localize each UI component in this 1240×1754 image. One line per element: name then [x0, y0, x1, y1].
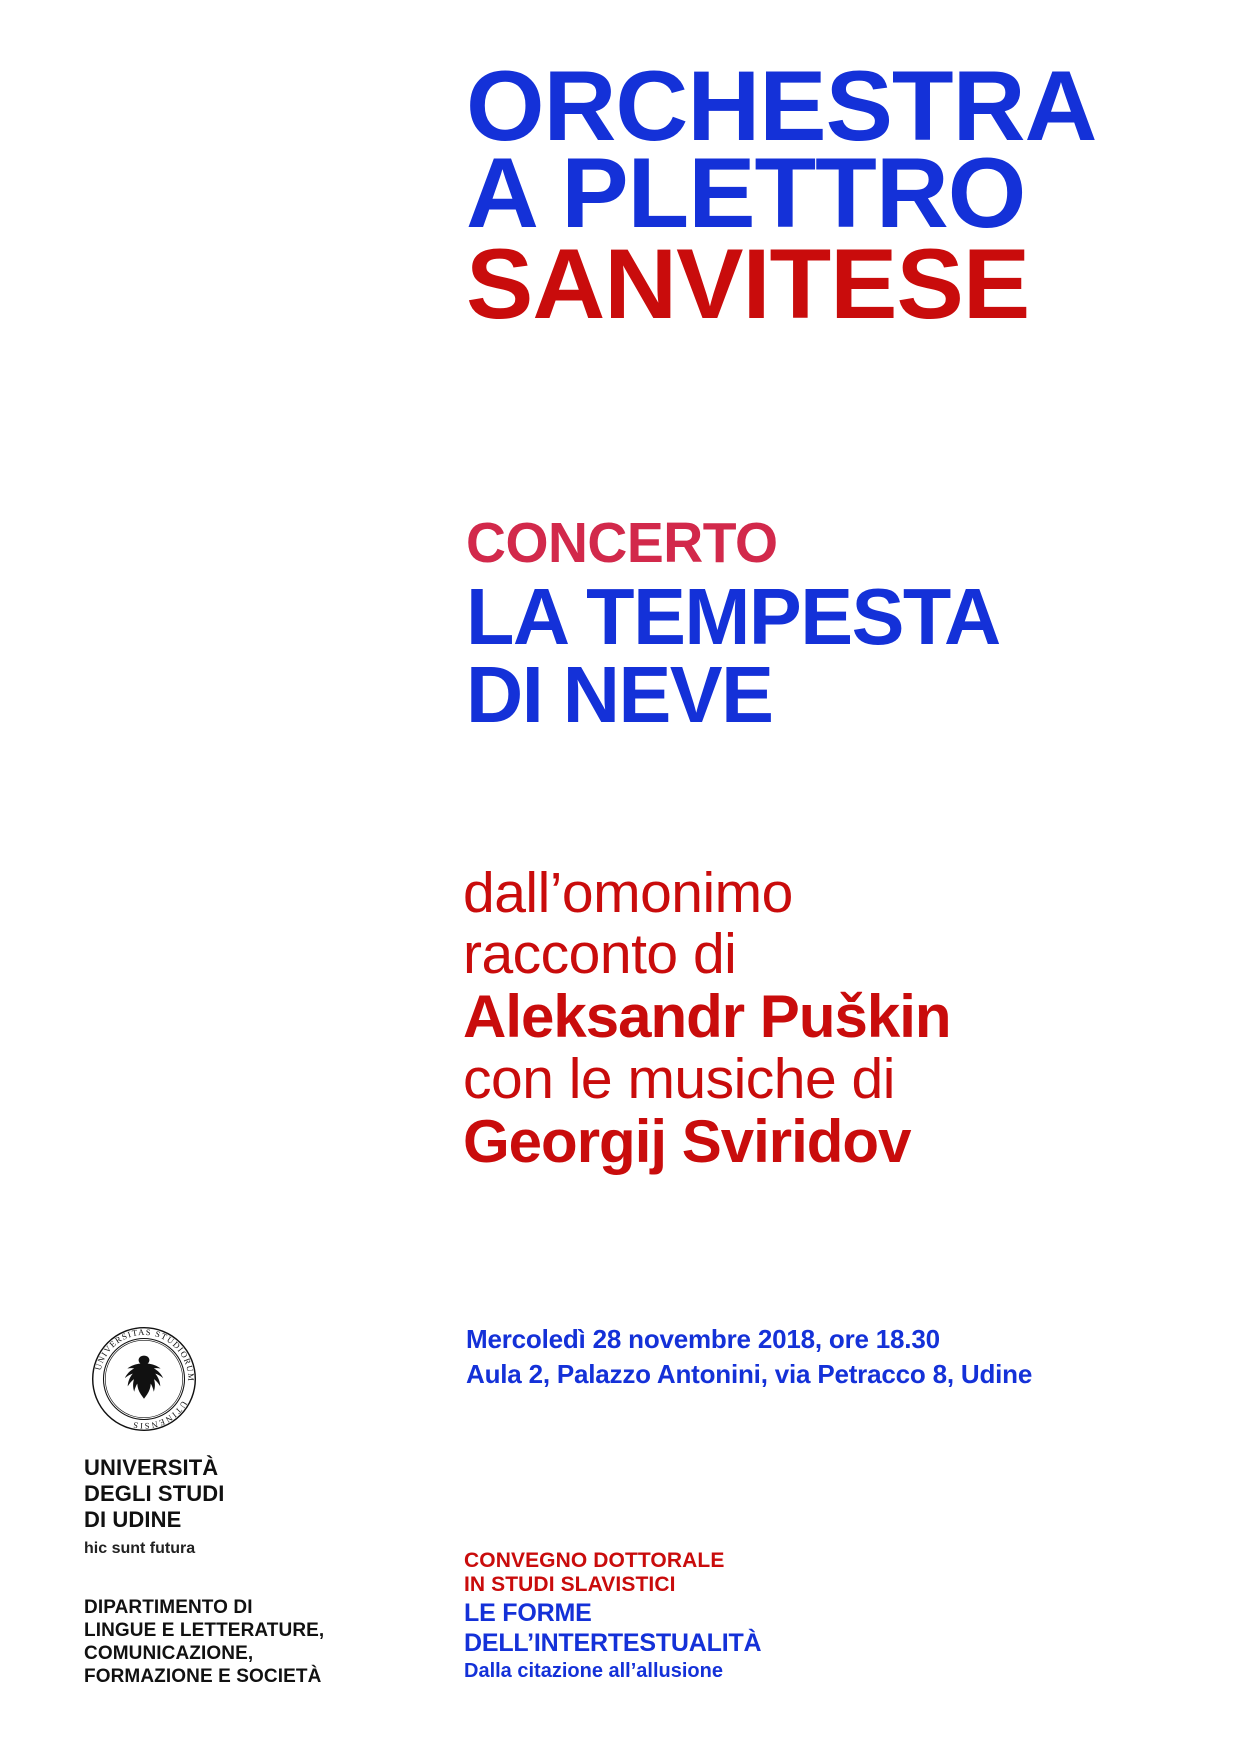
department-line-3: COMUNICAZIONE,: [84, 1643, 254, 1665]
concert-block: [466, 511, 1186, 739]
subtitle-author: Aleksandr Puškin: [463, 982, 951, 1050]
concert-title: [466, 572, 1179, 739]
department-line-4: FORMAZIONE E SOCIETÀ: [84, 1666, 322, 1688]
convegno-red-line-2: IN STUDI SLAVISTICI: [464, 1572, 676, 1596]
university-department: [84, 1596, 384, 1689]
convegno-blue-line-2: DELL’INTERTESTUALITÀ: [464, 1629, 762, 1658]
concert-title-line-2: DI NEVE: [466, 649, 773, 739]
convegno-blue-line-1: LE FORME: [464, 1598, 592, 1627]
university-name-line-1: UNIVERSITÀ: [84, 1455, 219, 1480]
subtitle-block: [463, 863, 1203, 1174]
subtitle-composer: Georgij Sviridov: [463, 1108, 911, 1176]
department-line-1: DIPARTIMENTO DI: [84, 1596, 253, 1618]
university-name-line-3: DI UDINE: [84, 1506, 182, 1532]
concert-kicker: CONCERTO: [466, 511, 778, 575]
subtitle-line-1: dall’omonimo: [463, 861, 793, 925]
svg-text:UNIVERSITAS STUDIORUM: UNIVERSITAS STUDIORUM: [92, 1326, 197, 1383]
university-name-line-2: DEGLI STUDI: [84, 1480, 225, 1506]
poster-headline: [466, 50, 1166, 340]
svg-text:UTINENSIS: UTINENSIS: [130, 1399, 190, 1432]
headline-line-3: SANVITESE: [466, 228, 1030, 340]
subtitle-line-2: racconto di: [463, 921, 737, 986]
department-line-2: LINGUE E LETTERATURE,: [84, 1620, 325, 1642]
subtitle-line-3: con le musiche di: [463, 1047, 895, 1112]
university-motto: hic sunt futura: [84, 1539, 196, 1557]
event-details: [466, 1322, 1032, 1392]
convegno-red-line-1: CONVEGNO DOTTORALE: [464, 1549, 725, 1572]
convegno-blue-sub: Dalla citazione all’allusione: [464, 1659, 723, 1682]
university-seal-icon: [90, 1325, 198, 1433]
headline-line-2: A PLETTRO: [466, 137, 1026, 249]
university-block: [84, 1325, 384, 1689]
event-datetime: Mercoledì 28 novembre 2018, ore 18.30: [466, 1324, 940, 1354]
concert-title-line-1: LA TEMPESTA: [466, 572, 1000, 661]
headline-line-1: ORCHESTRA: [466, 50, 1097, 161]
convegno-block: [464, 1549, 761, 1683]
university-name: [84, 1455, 384, 1533]
event-venue: Aula 2, Palazzo Antonini, via Petracco 8, Udine: [466, 1359, 1033, 1390]
